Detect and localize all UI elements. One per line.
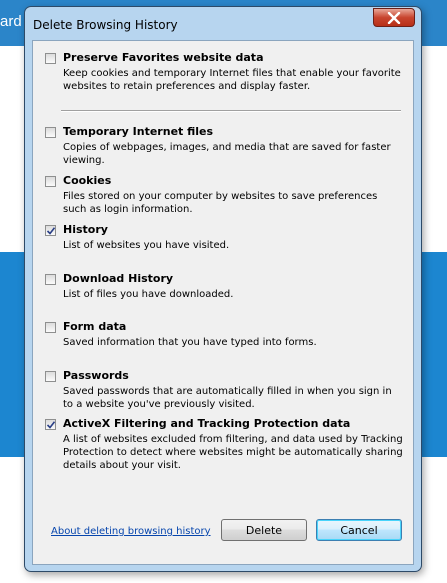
- dialog-title: Delete Browsing History: [33, 18, 178, 32]
- option-label: History: [63, 223, 108, 236]
- checkmark-icon: [46, 420, 56, 430]
- option-label: Temporary Internet files: [63, 125, 214, 138]
- checkbox-download-history[interactable]: [45, 274, 56, 285]
- option-description: Copies of webpages, images, and media that are saved for faster viewing.: [63, 142, 391, 166]
- cancel-button[interactable]: Cancel: [316, 519, 402, 541]
- checkbox-temporary-internet-files[interactable]: [45, 127, 56, 138]
- option-label: Cookies: [63, 174, 112, 187]
- option-description: Saved information that you have typed into forms.: [63, 337, 317, 348]
- option-description: A list of websites excluded from filtering, and data used by Tracking Protection to detect where websites might be automatically sharing details about your visit.: [63, 434, 403, 471]
- option-description: Saved passwords that are automatically filled in when you sign in to a website you've previously visited.: [63, 386, 392, 410]
- checkmark-icon: [46, 226, 56, 236]
- delete-browsing-history-dialog: [24, 6, 422, 572]
- checkbox-history[interactable]: [45, 225, 56, 236]
- checkbox-form-data[interactable]: [45, 322, 56, 333]
- close-button[interactable]: [373, 8, 415, 27]
- option-description: Keep cookies and temporary Internet files that enable your favorite websites to retain preferences and display faster.: [63, 68, 401, 92]
- checkbox-cookies[interactable]: [45, 176, 56, 187]
- dialog-content: [32, 40, 414, 565]
- option-description: Files stored on your computer by websites to save preferences such as login information.: [63, 191, 378, 215]
- background-partial-title: ard: [0, 13, 22, 30]
- checkbox-preserve-favorites[interactable]: [45, 53, 56, 64]
- option-description: List of files you have downloaded.: [63, 289, 234, 300]
- divider: [61, 110, 401, 112]
- option-label: Preserve Favorites website data: [63, 51, 264, 64]
- checkbox-passwords[interactable]: [45, 371, 56, 382]
- about-deleting-history-link[interactable]: About deleting browsing history: [51, 526, 211, 537]
- checkbox-activex-tracking[interactable]: [45, 419, 56, 430]
- option-label: Passwords: [63, 369, 129, 382]
- delete-button[interactable]: Delete: [221, 519, 307, 541]
- option-description: List of websites you have visited.: [63, 240, 230, 251]
- option-label: ActiveX Filtering and Tracking Protection data: [63, 417, 351, 430]
- dialog-titlebar[interactable]: [25, 7, 421, 41]
- option-label: Download History: [63, 272, 174, 285]
- close-icon: [387, 12, 401, 24]
- option-label: Form data: [63, 320, 127, 333]
